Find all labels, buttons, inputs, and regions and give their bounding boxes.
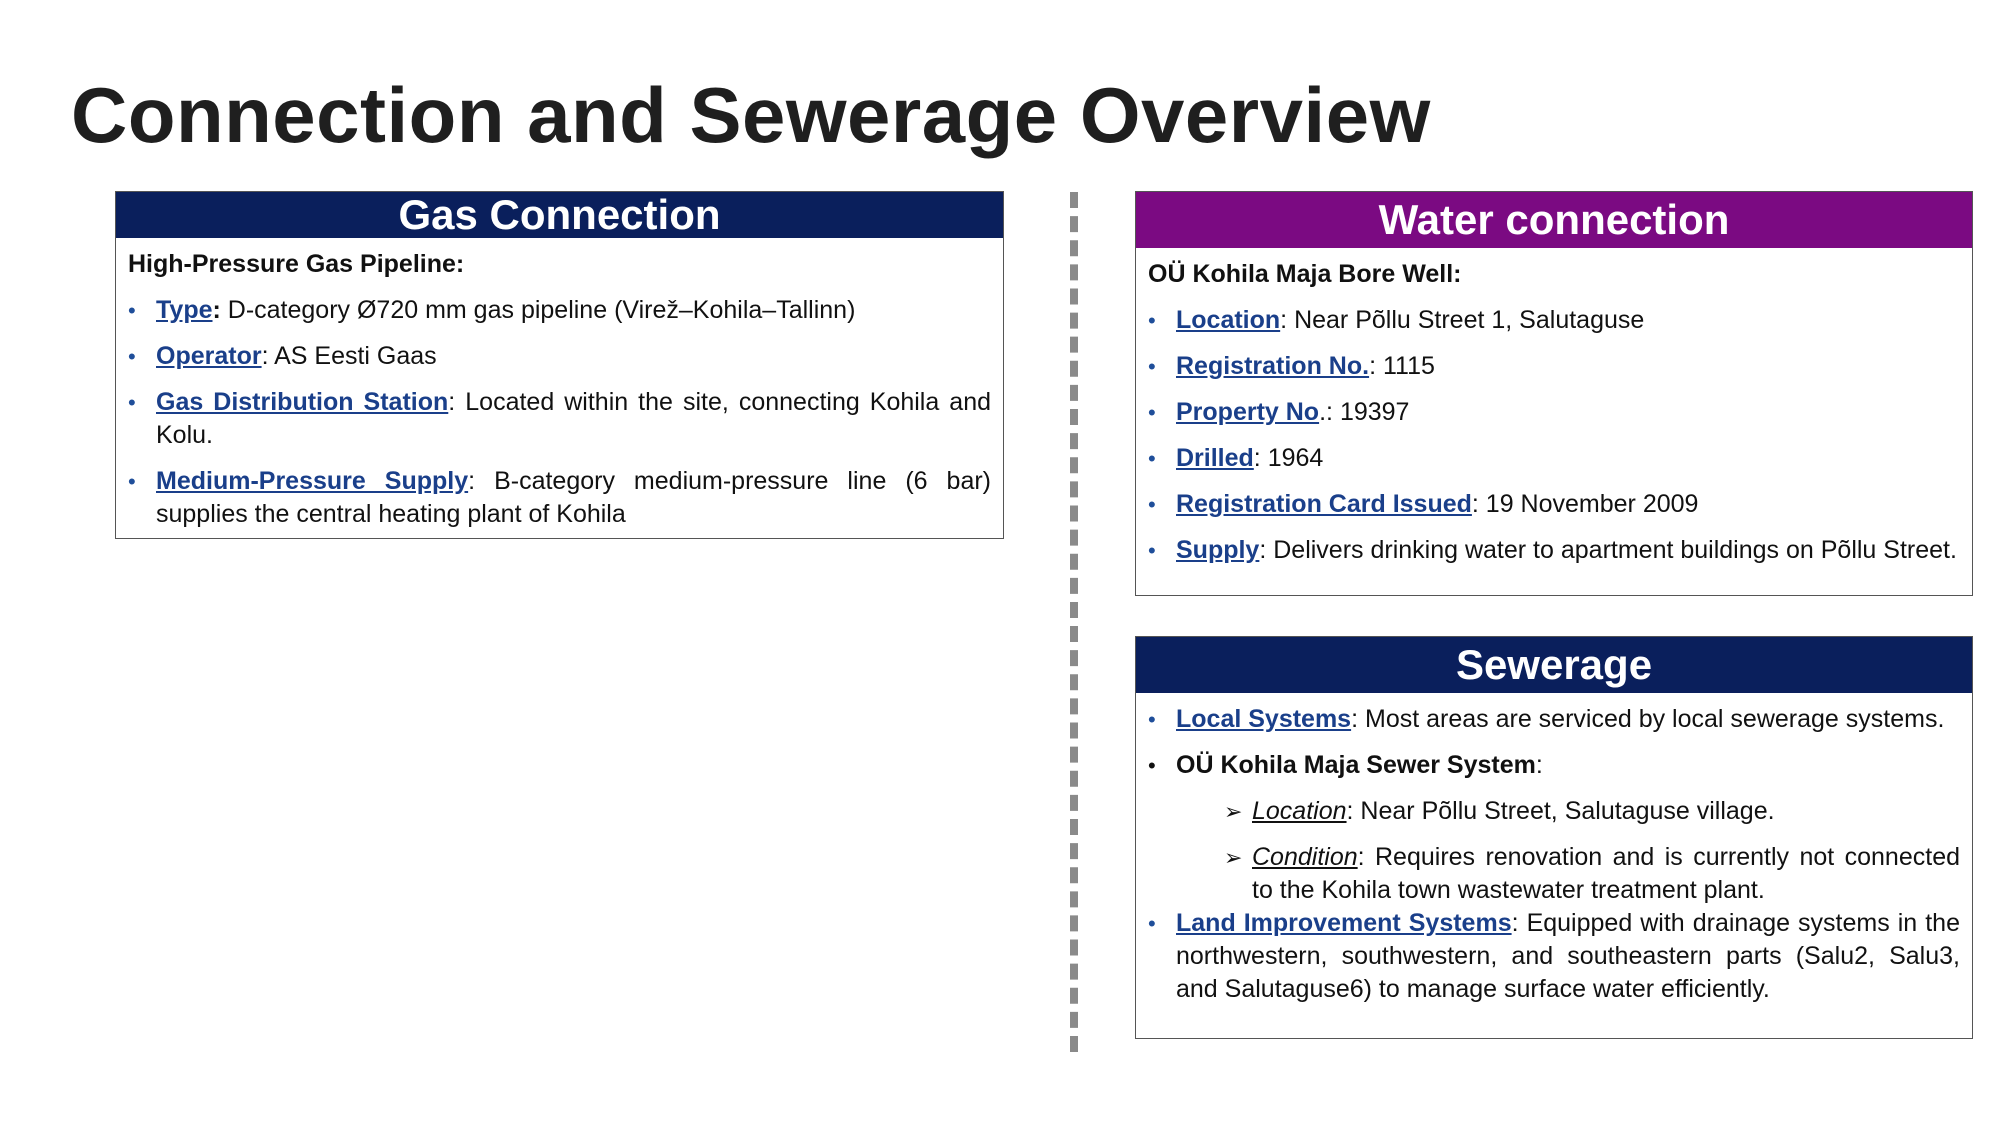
bullet-icon: • — [1148, 753, 1156, 778]
sewerage-panel — [1135, 636, 1973, 1039]
water-connection-panel — [1135, 191, 1973, 596]
bullet-icon: • — [1148, 354, 1156, 379]
water-list — [1148, 304, 1960, 567]
water-supply-key[interactable]: Supply — [1176, 536, 1260, 564]
list-item: • Drilled: 1964 — [1148, 442, 1960, 475]
kohila-sewer-sublist — [1176, 795, 1960, 907]
list-item: • Supply: Delivers drinking water to apartment buildings on Põllu Street. — [1148, 534, 1960, 567]
list-item: • Medium-Pressure Supply: B-category medium-pressure line (6 bar) supplies the central heating plant of Kohila — [128, 467, 991, 528]
list-item: • Gas Distribution Station: Located within the site, connecting Kohila and Kolu. — [128, 388, 992, 449]
bullet-icon: • — [1148, 492, 1156, 517]
gas-type-key[interactable]: Type — [156, 296, 213, 324]
bullet-icon: • — [1148, 538, 1156, 563]
water-registration-card-key[interactable]: Registration Card Issued — [1176, 490, 1472, 518]
sewer-location-key: Location — [1252, 797, 1347, 825]
bullet-icon: • — [1148, 707, 1156, 732]
water-property-no-key[interactable]: Property No — [1176, 398, 1320, 426]
arrow-bullet-icon: ➢ — [1224, 799, 1243, 824]
list-item: • Location: Near Põllu Street 1, Salutaguse — [1148, 304, 1960, 337]
sewerage-land-improvement-key[interactable]: Land Improvement Systems — [1176, 909, 1512, 937]
gas-list — [128, 294, 991, 531]
page-title: Connection and Sewerage Overview — [71, 71, 1431, 159]
gas-connection-header: Gas Connection — [116, 192, 1003, 238]
gas-subhead: High-Pressure Gas Pipeline: — [128, 250, 465, 278]
bullet-icon: • — [1148, 446, 1156, 471]
list-item: • Local Systems: Most areas are serviced by local sewerage systems. — [1148, 703, 1960, 736]
gas-connection-panel — [115, 191, 1004, 539]
water-registration-no-key[interactable]: Registration No. — [1176, 352, 1370, 380]
bullet-icon: • — [128, 298, 136, 323]
list-item: • Type: D-category Ø720 mm gas pipeline (Virež–Kohila–Tallinn) — [128, 294, 991, 327]
kohila-sewer-system-label: OÜ Kohila Maja Sewer System — [1176, 751, 1536, 779]
bullet-icon: • — [128, 469, 136, 494]
sewer-condition-key: Condition — [1252, 843, 1358, 871]
list-item: • Land Improvement Systems: Equipped with drainage systems in the northwestern, southwestern, and southeastern parts (Salu2, Salu3, and Salutaguse6) to manage surface water efficiently. — [1148, 909, 1960, 1003]
list-item: ➢ Condition: Requires renovation and is currently not connected to the Kohila town wastewater treatment plant. — [1224, 843, 1960, 904]
water-subhead: OÜ Kohila Maja Bore Well: — [1148, 260, 1462, 288]
list-item: • Operator: AS Eesti Gaas — [128, 340, 991, 373]
bullet-icon: • — [128, 390, 136, 415]
sewerage-header: Sewerage — [1136, 637, 1972, 693]
list-item: • Property No.: 19397 — [1148, 396, 1960, 429]
sewerage-list — [1148, 703, 1960, 1006]
bullet-icon: • — [128, 344, 136, 369]
list-item: ➢ Location: Near Põllu Street, Salutaguse village. — [1224, 795, 1960, 828]
arrow-bullet-icon: ➢ — [1224, 845, 1243, 870]
list-item: • Registration No.: 1115 — [1148, 350, 1960, 383]
list-item: • OÜ Kohila Maja Sewer System: ➢ Location: Near Põllu Street, Salutaguse village. ➢ Condition: Requires renovation and is currently not connected to the Kohila town wastewater treatment plant. — [1148, 749, 1960, 907]
bullet-icon: • — [1148, 308, 1156, 333]
water-location-key[interactable]: Location — [1176, 306, 1281, 334]
gas-medium-pressure-key[interactable]: Medium-Pressure Supply — [156, 467, 469, 495]
gas-distribution-station-key[interactable]: Gas Distribution Station — [156, 388, 449, 416]
gas-operator-key[interactable]: Operator — [156, 342, 262, 370]
water-connection-header: Water connection — [1136, 192, 1972, 248]
bullet-icon: • — [1148, 400, 1156, 425]
sewerage-local-systems-key[interactable]: Local Systems — [1176, 705, 1352, 733]
water-drilled-key[interactable]: Drilled — [1176, 444, 1254, 472]
bullet-icon: • — [1148, 911, 1156, 936]
vertical-divider — [1070, 192, 1078, 1052]
list-item: • Registration Card Issued: 19 November 2009 — [1148, 488, 1960, 521]
